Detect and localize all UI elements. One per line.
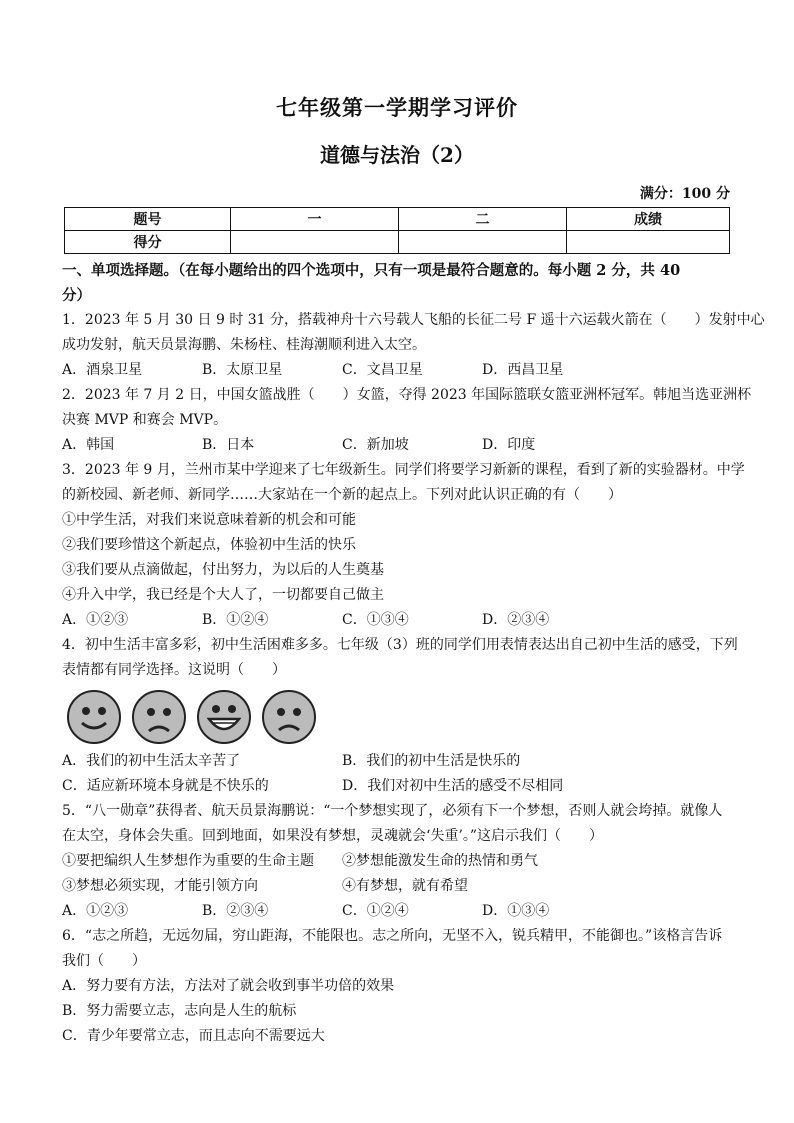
question-2-options: [62, 433, 732, 458]
statement-item: ②我们要珍惜这个新起点，体验初中生活的快乐: [62, 537, 356, 553]
question-6-stem: 我们（ ）: [62, 953, 146, 969]
sad-face-icon: [261, 689, 317, 745]
full-score: 满分：100 分: [639, 186, 730, 202]
question-5-stem: 5．“八一勋章”获得者、航天员景海鹏说：“一个梦想实现了，必须有下一个梦想，否则人就会垮掉。就像人: [62, 803, 723, 819]
option-b: B．努力需要立志，志向是人生的航标: [62, 1003, 297, 1019]
option-b: B．我们的初中生活是快乐的: [342, 753, 521, 769]
option-a: A．酒泉卫星: [62, 362, 143, 378]
option-a: A．努力要有方法，方法对了就会收到事半功倍的效果: [62, 978, 395, 994]
question-2-stem: 2．2023 年 7 月 2 日，中国女篮战胜（ ）女篮，夺得 2023 年国际篮联女篮亚洲杯冠军。韩旭当选亚洲杯: [62, 387, 752, 403]
question-6-stem: 6．“志之所趋，无远勿届，穷山距海，不能限也。志之所向，无坚不入，锐兵精甲，不能御也。”该格言告诉: [62, 928, 723, 944]
statement-item: ③我们要从点滴做起，付出努力，为以后的人生奠基: [62, 562, 384, 578]
section-heading: [62, 258, 732, 308]
grade-table: [64, 207, 730, 254]
statement-pair: [62, 874, 732, 899]
score-input-cell[interactable]: [399, 231, 567, 254]
statement-item: ①要把编织人生梦想作为重要的生命主题: [62, 853, 314, 869]
option-b: B．①②④: [202, 612, 269, 628]
question-1-stem: 成功发射，航天员景海鹏、朱杨柱、桂海潮顺利进入太空。: [62, 337, 426, 353]
option-b: B．日本: [202, 437, 255, 453]
score-input-cell[interactable]: [567, 231, 730, 254]
option-a: A．①②③: [62, 612, 129, 628]
grade-cell: 题号: [65, 208, 231, 231]
option-c: C．①③④: [342, 612, 409, 628]
option-b: B．太原卫星: [202, 362, 283, 378]
question-4-options: [62, 774, 732, 799]
exam-page: [62, 92, 765, 1049]
option-a: A．韩国: [62, 437, 115, 453]
smiling-face-icon: [66, 689, 122, 745]
statement-item: ①中学生活，对我们来说意味着新的机会和可能: [62, 512, 356, 528]
statement-item: ③梦想必须实现，才能引领方向: [62, 878, 258, 894]
question-4-options: [62, 749, 732, 774]
option-d: D．①③④: [482, 903, 550, 919]
option-c: C．①②④: [342, 903, 409, 919]
question-3-stem: 的新校园、新老师、新同学……大家站在一个新的起点上。下列对此认识正确的有（ ）: [62, 487, 622, 503]
statement-item: ④有梦想，就有希望: [342, 878, 468, 894]
option-a: A．①②③: [62, 903, 129, 919]
question-2-stem: 决赛 MVP 和赛会 MVP。: [62, 412, 228, 428]
grade-table-row: [65, 208, 730, 231]
question-3-stem: 3．2023 年 9 月，兰州市某中学迎来了七年级新生。同学们将要学习新新的课程，看到了新的实验器材。中学: [62, 462, 745, 478]
sad-face-icon: [131, 689, 187, 745]
statement-item: ②梦想能激发生命的热情和勇气: [342, 853, 538, 869]
option-d: D．西昌卫星: [482, 362, 564, 378]
question-1-stem: 1．2023 年 5 月 30 日 9 时 31 分，搭载神舟十六号载人飞船的长征二号 F 遥十六运载火箭在（ ）发射中心: [62, 312, 765, 328]
score-input-cell[interactable]: [231, 231, 399, 254]
question-5-options: [62, 899, 732, 924]
exam-subtitle: 道德与法治（2）: [320, 143, 474, 167]
option-c: C．文昌卫星: [342, 362, 423, 378]
grade-cell: 得分: [65, 231, 231, 254]
option-d: D．我们对初中生活的感受不尽相同: [342, 778, 564, 794]
statement-item: ④升入中学，我已经是个大人了，一切都要自己做主: [62, 587, 384, 603]
emoji-faces: [66, 689, 732, 745]
question-4-stem: 表情都有同学选择。这说明（ ）: [62, 662, 286, 678]
section-heading-line: 分）: [62, 287, 91, 304]
section-heading-line: 一、单项选择题。（在每小题给出的四个选项中，只有一项是最符合题意的。每小题 2 分，共 40: [62, 262, 681, 279]
statement-pair: [62, 849, 732, 874]
option-d: D．②③④: [482, 612, 550, 628]
option-d: D．印度: [482, 437, 536, 453]
grade-cell: 成绩: [567, 208, 730, 231]
option-c: C．新加坡: [342, 437, 409, 453]
option-b: B．②③④: [202, 903, 269, 919]
grade-table-row: [65, 231, 730, 254]
grade-cell: 二: [399, 208, 567, 231]
question-1-options: [62, 358, 732, 383]
question-5-stem: 在太空，身体会失重。回到地面，如果没有梦想，灵魂就会‘失重’。”这启示我们（ ）: [62, 828, 604, 844]
option-a: A．我们的初中生活太辛苦了: [62, 753, 241, 769]
grinning-face-icon: [196, 689, 252, 745]
exam-title: 七年级第一学期学习评价: [276, 95, 518, 120]
question-4-stem: 4．初中生活丰富多彩，初中生活困难多多。七年级（3）班的同学们用表情表达出自己初中生活的感受，下列: [62, 637, 738, 653]
question-3-options: [62, 608, 732, 633]
option-c: C．青少年要常立志，而且志向不需要远大: [62, 1028, 325, 1044]
grade-cell: 一: [231, 208, 399, 231]
option-c: C．适应新环境本身就是不快乐的: [62, 778, 269, 794]
